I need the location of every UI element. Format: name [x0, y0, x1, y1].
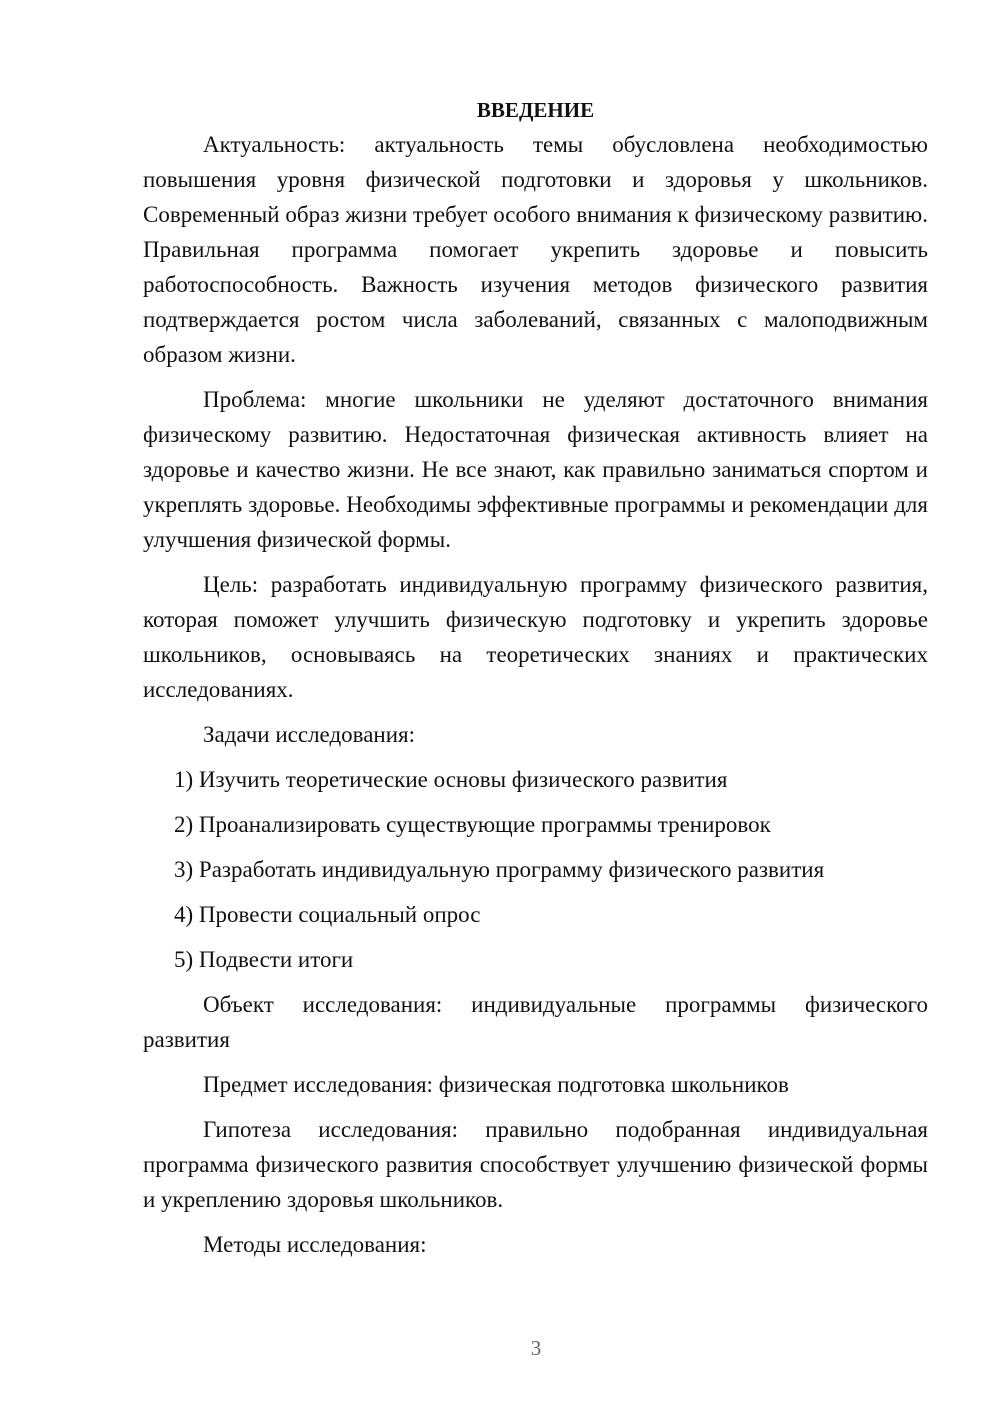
paragraph-subject: Предмет исследования: физическая подготовка школьников [203, 1072, 789, 1097]
task-list-item: 4) Провести социальный опрос [174, 902, 481, 927]
task-list-item: 2) Проанализировать существующие программы тренировок [174, 812, 771, 837]
paragraph-object: Объект исследования: индивидуальные программы физического развития [143, 992, 928, 1052]
paragraph-hypothesis: Гипотеза исследования: правильно подобранная индивидуальная программа физического развития способствует улучшению физической формы и укреплению здоровья школьников. [143, 1117, 928, 1212]
task-list [143, 762, 928, 977]
page-content [143, 93, 928, 1272]
paragraph-relevance: Актуальность: актуальность темы обусловлена необходимостью повышения уровня физической подготовки и здоровья у школьников. Современный образ жизни требует особого внимания к физическому развитию. Правильная программа помогает укрепить здоровье и повысить работоспособность. Важность изучения методов физического развития подтверждается ростом числа заболеваний, связанных с малоподвижным образом жизни. [143, 132, 928, 367]
paragraph-goal: Цель: разработать индивидуальную программу физического развития, которая поможет улучшить физическую подготовку и укрепить здоровье школьников, основываясь на теоретических знаниях и практических исследованиях. [143, 572, 928, 702]
paragraph-problem: Проблема: многие школьники не уделяют достаточного внимания физическому развитию. Недостаточная физическая активность влияет на здоровье и качество жизни. Не все знают, как правильно заниматься спортом и укреплять здоровье. Необходимы эффективные программы и рекомендации для улучшения физической формы. [143, 387, 928, 552]
paragraph-tasks-title: Задачи исследования: [203, 722, 416, 747]
page-number: 3 [530, 1336, 542, 1360]
task-list-item: 5) Подвести итоги [174, 947, 354, 972]
section-heading: ВВЕДЕНИЕ [476, 98, 595, 122]
paragraph-methods-title: Методы исследования: [203, 1232, 427, 1257]
task-list-item: 3) Разработать индивидуальную программу физического развития [174, 857, 825, 882]
task-list-item: 1) Изучить теоретические основы физического развития [174, 767, 728, 792]
